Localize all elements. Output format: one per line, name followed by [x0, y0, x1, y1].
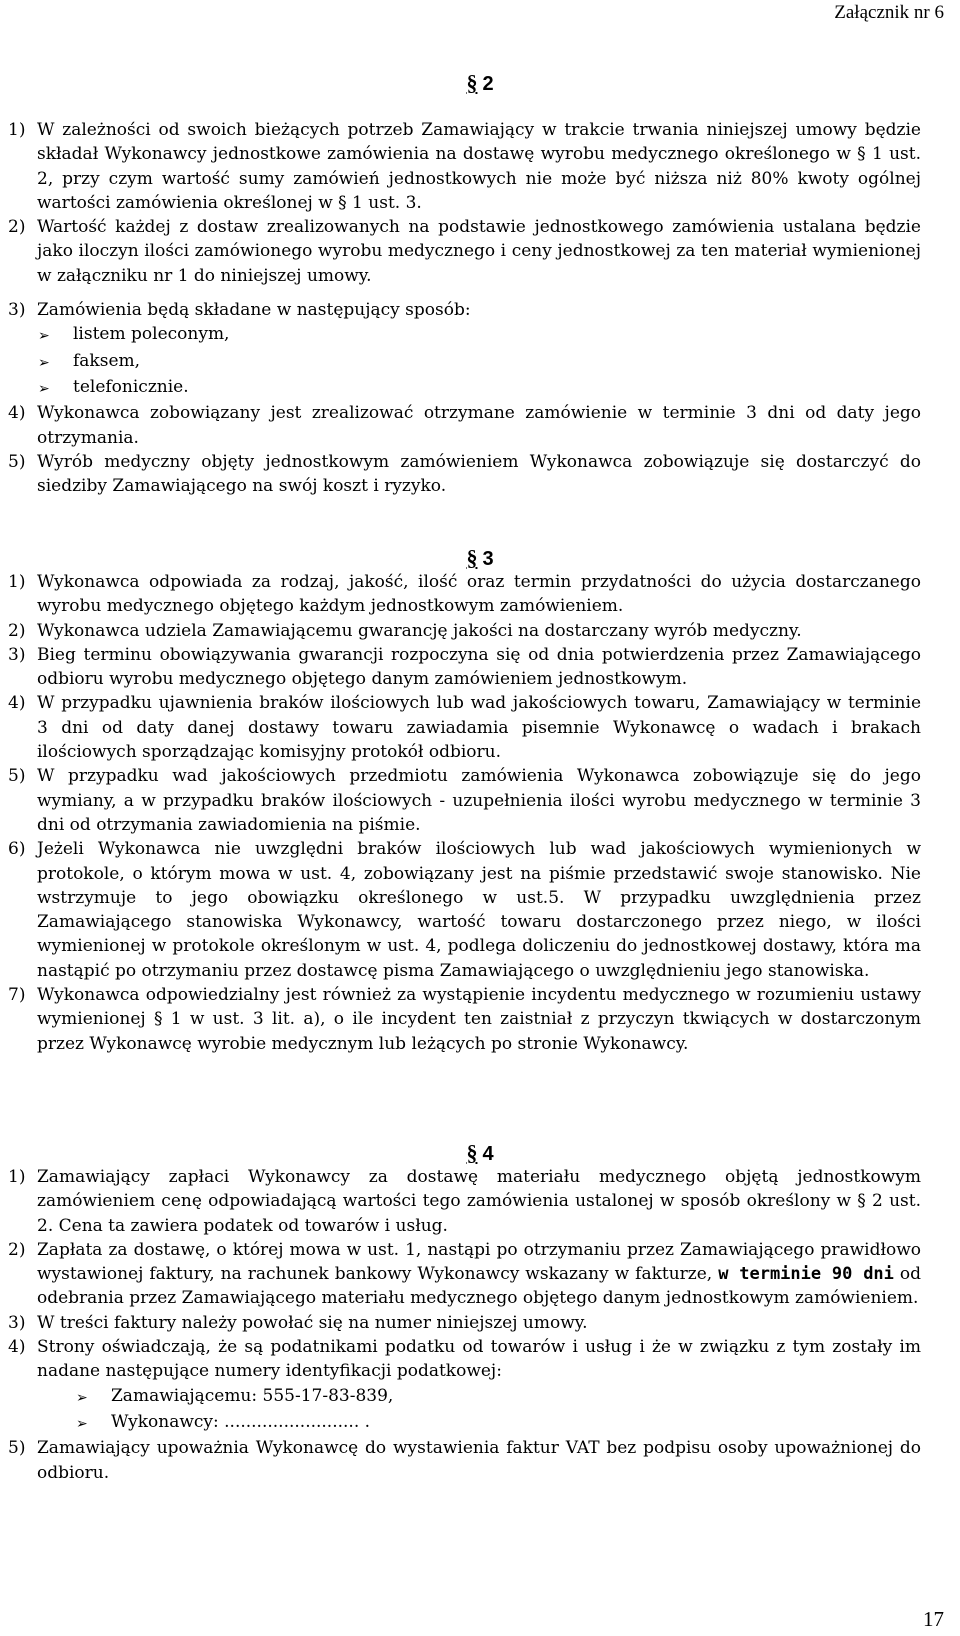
- item-text: Bieg terminu obowiązywania gwarancji rozpoczyna się od dnia potwierdzenia przez Zamawiającego odbioru wyrobu medycznego objętego danym zamówieniem jednostkowym.: [37, 644, 921, 690]
- arrow-bullet-icon: ➢: [38, 380, 50, 397]
- s4-item-4: [8, 1335, 921, 1384]
- s3-item-6: [8, 837, 921, 983]
- list-item: [38, 375, 921, 401]
- section-3-body: [8, 570, 921, 1056]
- section-symbol: §: [466, 545, 478, 570]
- text-run: Zapłata za dostawę, o której mowa w ust. 1, nastąpi po otrzymaniu przez Zamawiającego prawidłowo wystawionej faktury, na rachunek bankowy Wykonawcy wskazany w fakturze,: [37, 1239, 921, 1285]
- item-text: Wykonawca udziela Zamawiającemu gwarancję jakości na dostarczany wyrób medyczny.: [37, 620, 802, 641]
- s3-item-7: [8, 983, 921, 1056]
- s4-tax-ids: [8, 1384, 921, 1437]
- section-heading-4: [0, 1140, 960, 1166]
- payment-term-emphasis: w terminie 90 dni: [718, 1264, 894, 1285]
- s2-order-methods: [8, 322, 921, 401]
- section-number: 4: [482, 1143, 494, 1165]
- item-number: 4): [8, 1337, 26, 1358]
- item-number: 5): [8, 766, 26, 787]
- item-number: 7): [8, 985, 26, 1006]
- list-item: [76, 1410, 921, 1436]
- item-number: 1): [8, 120, 26, 140]
- list-item-text: Wykonawcy: ......................... .: [111, 1411, 371, 1432]
- item-text: Jeżeli Wykonawca nie uwzględni braków ilościowych lub wad jakościowych wymienionych w protokole, o którym mowa w ust. 4, zobowiązany jest na piśmie przedstawić swoje stanowisko. Nie wstrzymuje to jego obowiązku określonego w ust.5. W przypadku uwzględnienia przez Zamawiającego stanowiska Wykonawcy, wartość towaru dostarczonego przez niego, w ilości wymienionej w protokole określonym w ust. 4, podlega doliczeniu do jednostkowej dostawy, która ma nastąpić po otrzymaniu przez dostawcę pisma Zamawiającego o uwzględnieniu jego stanowiska.: [37, 839, 921, 981]
- s3-item-5: [8, 764, 921, 837]
- list-item-text: Zamawiającemu: 555-17-83-839,: [111, 1385, 394, 1406]
- item-text: Wartość każdej z dostaw zrealizowanych na podstawie jednostkowego zamówienia ustalana będzie jako iloczyn ilości zamówionego wyrobu medycznego i ceny jednostkowej za ten materiał wymienionej w załączniku nr 1 do niniejszej umowy.: [37, 217, 921, 286]
- s4-item-3: [8, 1311, 921, 1335]
- section-heading-2: [0, 70, 960, 96]
- s3-item-4: [8, 691, 921, 764]
- section-symbol: §: [466, 1140, 478, 1165]
- item-text: Wykonawca zobowiązany jest zrealizować otrzymane zamówienie w terminie 3 dni od daty jego otrzymania.: [37, 403, 921, 448]
- list-item-text: telefonicznie.: [73, 376, 189, 397]
- item-text: Zamawiający zapłaci Wykonawcy za dostawę materiału medycznego objętą jednostkowym zamówieniem cenę odpowiadającą wartości tego zamówienia ustalonej w sposób określony w § 2 ust. 2. Cena ta zawiera podatek od towarów i usług.: [37, 1167, 921, 1236]
- section-number: 3: [482, 548, 494, 570]
- item-number: 5): [8, 1438, 26, 1459]
- arrow-bullet-icon: ➢: [38, 354, 50, 371]
- item-number: 3): [8, 1312, 26, 1333]
- item-number: 4): [8, 693, 26, 714]
- s3-item-3: [8, 643, 921, 692]
- arrow-bullet-icon: ➢: [76, 1415, 88, 1432]
- s2-item-2: [8, 215, 921, 288]
- s3-item-1: [8, 570, 921, 619]
- item-number: 3): [8, 300, 26, 321]
- page-number: 17: [923, 1607, 944, 1631]
- list-item: [38, 349, 921, 375]
- s4-item-5: [8, 1436, 921, 1485]
- section-2-body: [8, 118, 921, 498]
- item-text: Wykonawca odpowiedzialny jest również za wystąpienie incydentu medycznego w rozumieniu ustawy wymienionej § 1 w ust. 3 lit. a), o ile incydent ten zaistniał z przyczyn tkwiących w dostarczonym przez Wykonawcę wyrobie medycznym lub leżących po stronie Wykonawcy.: [37, 985, 921, 1054]
- item-number: 5): [8, 451, 26, 472]
- item-text: Zamawiający upoważnia Wykonawcę do wystawienia faktur VAT bez podpisu osoby upoważnionej do odbioru.: [37, 1438, 921, 1483]
- section-symbol: §: [466, 70, 478, 95]
- text-run: od odebrania przez Zamawiającego materiału medycznego objętego danym jednostkowym zamówieniem.: [37, 1264, 922, 1309]
- list-item: [76, 1384, 921, 1410]
- item-number: 1): [8, 1167, 26, 1187]
- item-number: 2): [8, 217, 26, 238]
- item-text: W treści faktury należy powołać się na numer niniejszej umowy.: [37, 1312, 588, 1333]
- item-number: 2): [8, 1239, 26, 1260]
- list-item-text: listem poleconym,: [73, 324, 230, 345]
- item-text: Wykonawca odpowiada za rodzaj, jakość, ilość oraz termin przydatności do użycia dostarczanego wyrobu medycznego objętego każdym jednostkowym zamówieniem.: [37, 572, 921, 617]
- s2-item-1: [8, 118, 921, 215]
- item-number: 6): [8, 839, 26, 860]
- section-number: 2: [482, 73, 494, 95]
- item-text: Zamówienia będą składane w następujący sposób:: [37, 300, 471, 321]
- item-number: 4): [8, 403, 26, 424]
- section-4-body: [8, 1165, 921, 1485]
- list-item-text: faksem,: [73, 350, 141, 371]
- item-text: W zależności od swoich bieżących potrzeb Zamawiający w trakcie trwania niniejszej umowy będzie składał Wykonawcy jednostkowe zamówienia na dostawę wyrobu medycznego określonego w § 1 ust. 2, przy czym wartość sumy zamówień jednostkowych nie może być niższa niż 80% kwoty ogólnej wartości zamówienia określonej w § 1 ust. 3.: [37, 120, 921, 213]
- arrow-bullet-icon: ➢: [38, 328, 50, 345]
- item-text: W przypadku wad jakościowych przedmiotu zamówienia Wykonawca zobowiązuje się do jego wymiany, a w przypadku braków ilościowych - uzupełnienia ilości wyrobu medycznego w terminie 3 dni od otrzymania zawiadomienia na piśmie.: [37, 766, 921, 835]
- item-text: Strony oświadczają, że są podatnikami podatku od towarów i usług i że w związku z tym zostały im nadane następujące numery identyfikacji podatkowej:: [37, 1337, 921, 1382]
- s2-item-5: [8, 450, 921, 499]
- item-text: W przypadku ujawnienia braków ilościowych lub wad jakościowych towaru, Zamawiający w terminie 3 dni od daty danej dostawy towaru zawiadamia pisemnie Wykonawcę o wadach i brakach ilościowych sporządzając komisyjny protokół odbioru.: [37, 693, 921, 763]
- attachment-label: Załącznik nr 6: [834, 2, 944, 23]
- item-number: 3): [8, 644, 26, 665]
- list-item: [38, 322, 921, 348]
- item-text: [37, 1238, 921, 1311]
- section-heading-3: [0, 545, 960, 571]
- s3-item-2: [8, 619, 921, 643]
- item-text: Wyrób medyczny objęty jednostkowym zamówieniem Wykonawca zobowiązuje się dostarczyć do siedziby Zamawiającego na swój koszt i ryzyko.: [37, 451, 921, 497]
- s2-item-4: [8, 401, 921, 450]
- arrow-bullet-icon: ➢: [76, 1389, 88, 1406]
- s4-item-1: [8, 1165, 921, 1238]
- item-number: 1): [8, 572, 26, 592]
- item-number: 2): [8, 620, 26, 641]
- s2-item-3: [8, 298, 921, 322]
- s4-item-2: [8, 1238, 921, 1311]
